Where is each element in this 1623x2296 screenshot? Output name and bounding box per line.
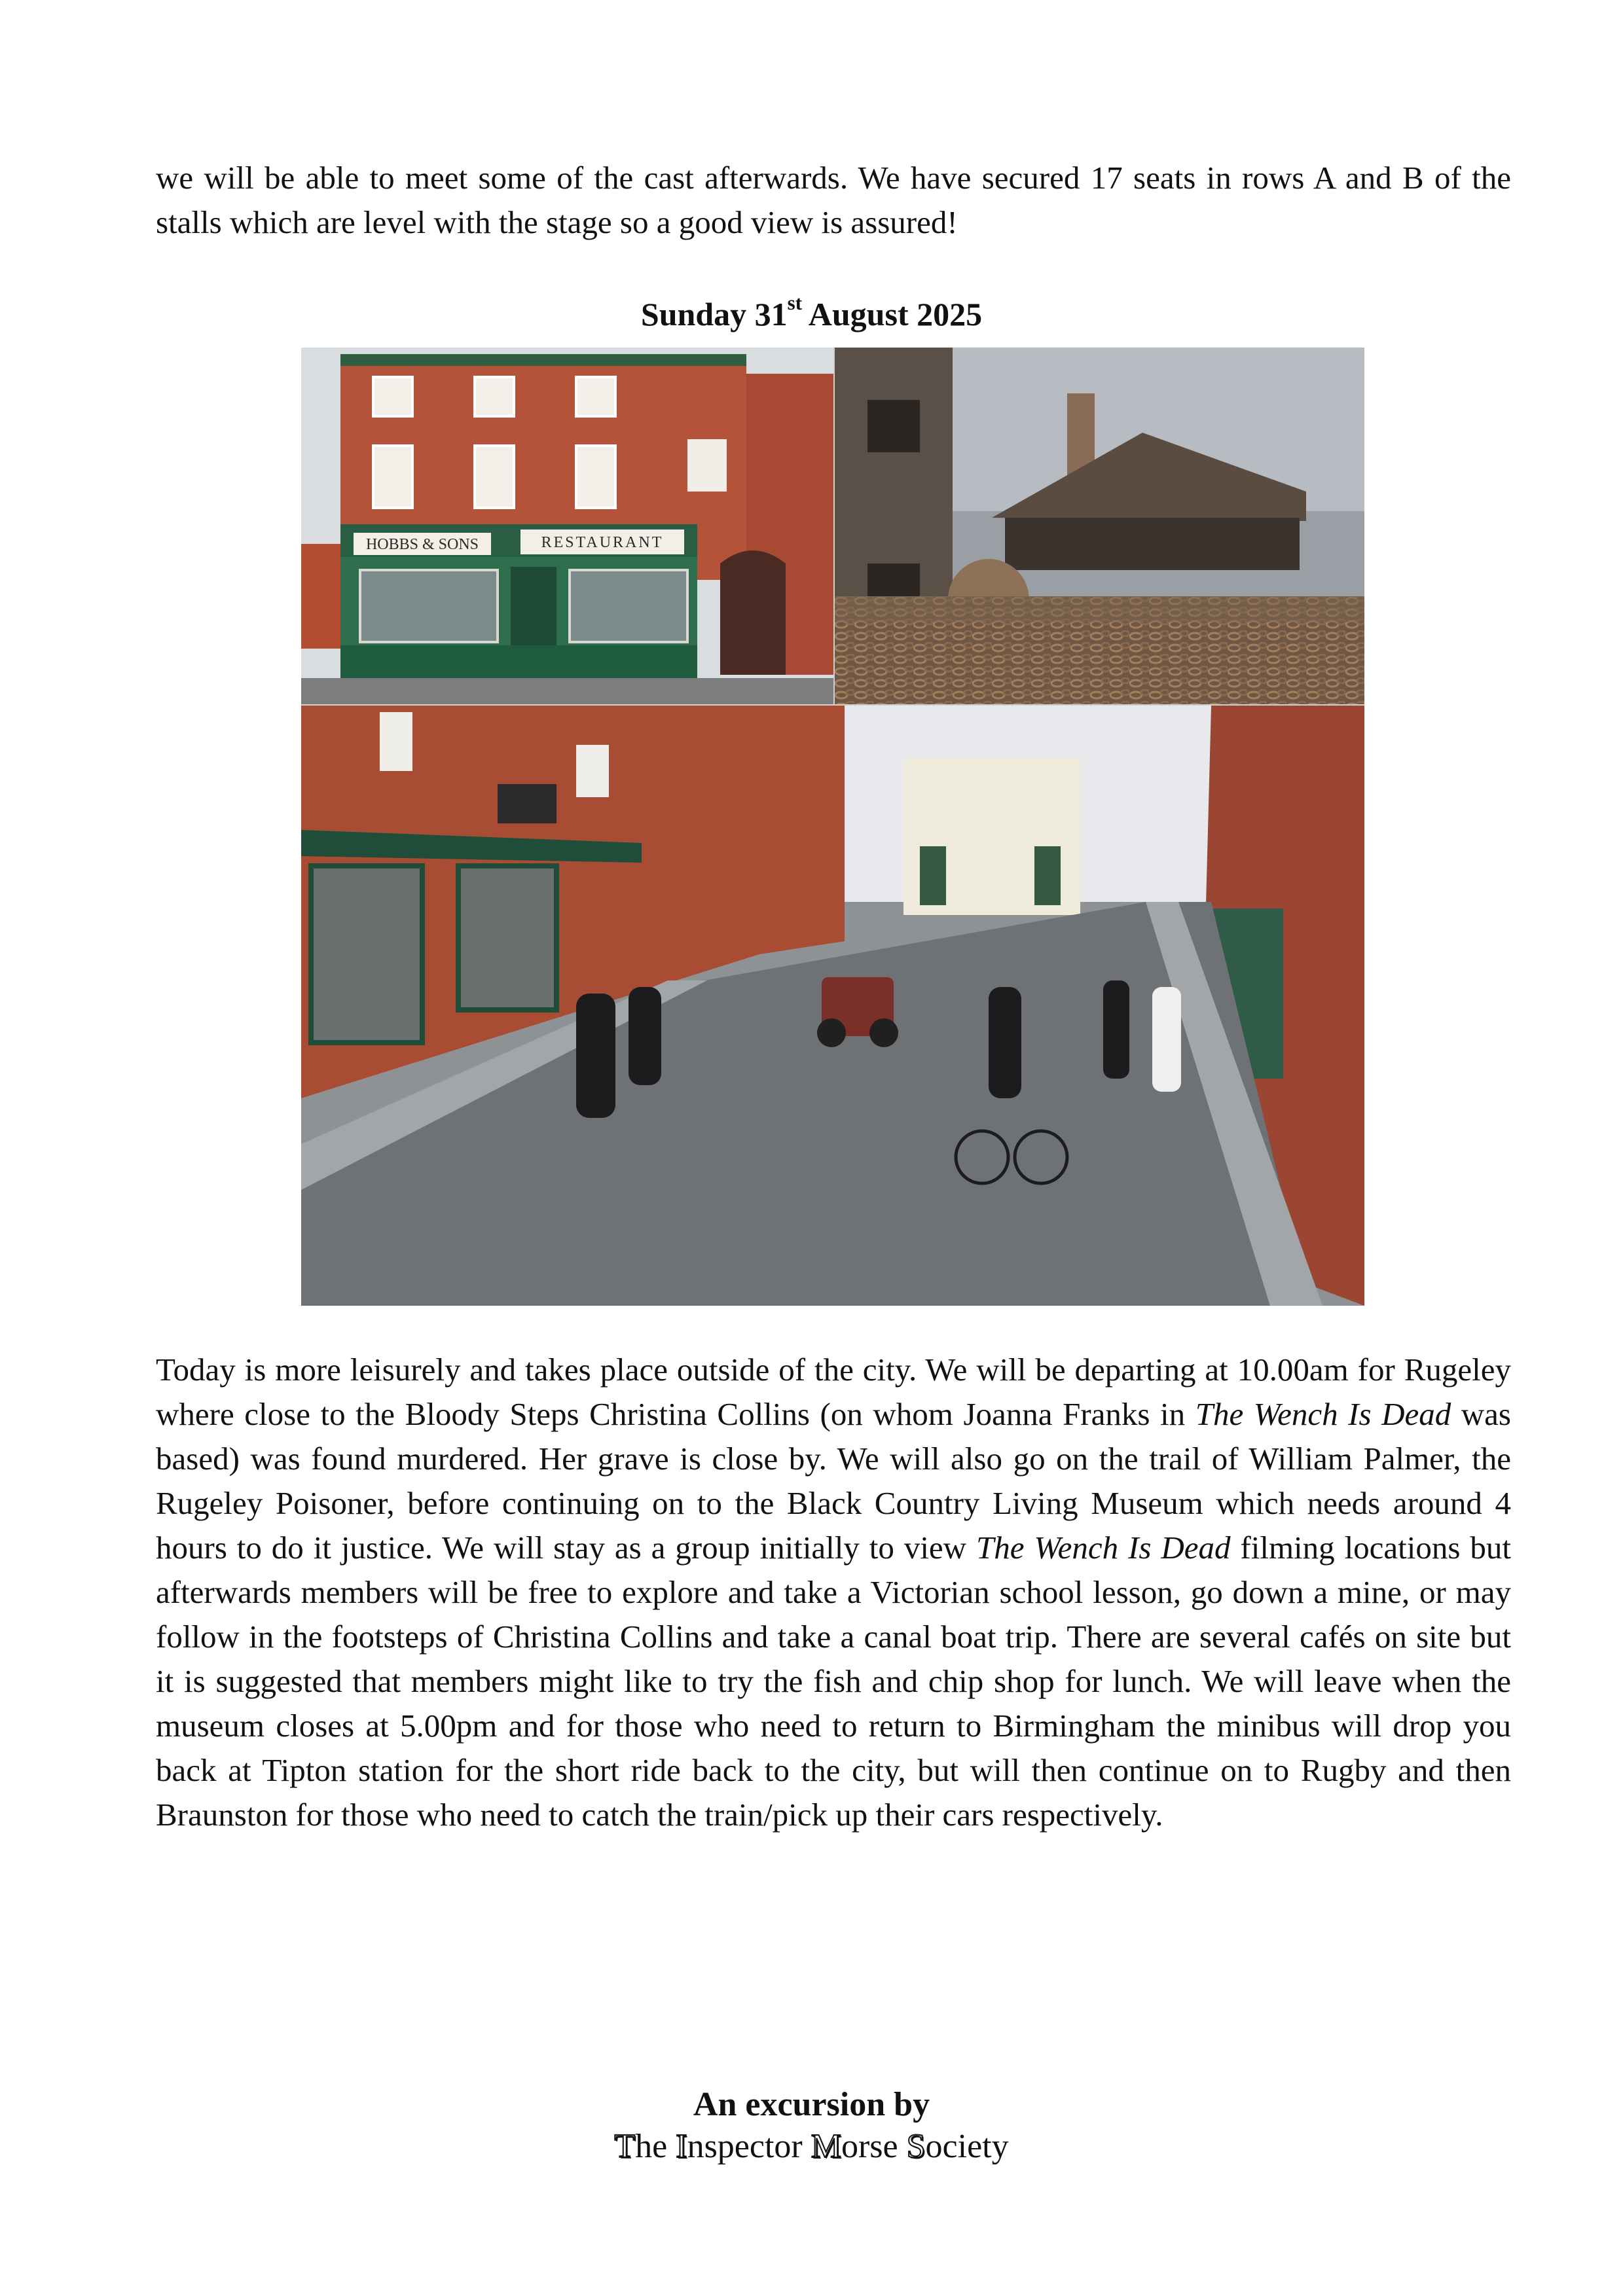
date-heading xyxy=(0,283,1623,334)
society-word-part: orse xyxy=(841,2128,907,2165)
date-heading-prefix: Sunday 31 xyxy=(640,296,788,332)
date-heading-suffix: August 2025 xyxy=(802,296,983,332)
main-paragraph xyxy=(156,1348,1511,1837)
society-word-part: nspector xyxy=(687,2128,811,2165)
footer xyxy=(0,2084,1623,2168)
street-scene-photo xyxy=(301,706,1364,1306)
shop-front-photo xyxy=(301,348,833,704)
book-title: The Wench Is Dead xyxy=(976,1530,1231,1566)
main-paragraph-part1: Today is more leisurely and takes place outside of the city. We will be departing at 10.00am for Rugeley where close to the Bloody Steps Christina Collins (on whom Joanna Franks in xyxy=(156,1352,1511,1432)
society-word-part: he xyxy=(635,2128,676,2165)
book-title: The Wench Is Dead xyxy=(1195,1396,1451,1432)
photo-collage xyxy=(301,348,1364,1306)
date-ordinal: st xyxy=(787,291,803,314)
footer-line1: An excursion by xyxy=(693,2086,930,2123)
society-initial: S xyxy=(906,2128,926,2165)
shop-sign-left: HOBBS & SONS xyxy=(365,536,479,553)
intro-paragraph: we will be able to meet some of the cast afterwards. We have secured 17 seats in rows A and B of the stalls which are level with the stage so a good view is assured! xyxy=(156,160,1511,240)
society-initial: I xyxy=(676,2128,687,2165)
main-paragraph-part3: filming locations but afterwards members will be free to explore and take a Victorian school lesson, go down a mine, or may follow in the footsteps of Christina Collins and take a canal boat trip. There are several cafés on site but it is suggested that members might like to try the fish and chip shop for lunch. We will leave when the museum closes at 5.00pm and for those who need to return to Birmingham the minibus will drop you back at Tipton station for the short ride back to the city, but will then continue on to Rugby and then Braunston for those who need to catch the train/pick up their cars respectively. xyxy=(156,1530,1511,1833)
chain-yard-photo xyxy=(835,348,1364,704)
society-initial: T xyxy=(614,2128,636,2165)
shop-sign-right: RESTAURANT xyxy=(541,534,664,551)
society-initial: M xyxy=(811,2128,841,2165)
main-paragraph-part2: was based) was found murdered. Her grave is close by. We will also go on the trail of William Palmer, the Rugeley Poisoner, before continuing on to the Black Country Living Museum which needs around 4 hours to do it justice. We will stay as a group initially to view xyxy=(156,1396,1511,1566)
society-word-part: ociety xyxy=(925,2128,1009,2165)
society-name xyxy=(0,2126,1623,2168)
